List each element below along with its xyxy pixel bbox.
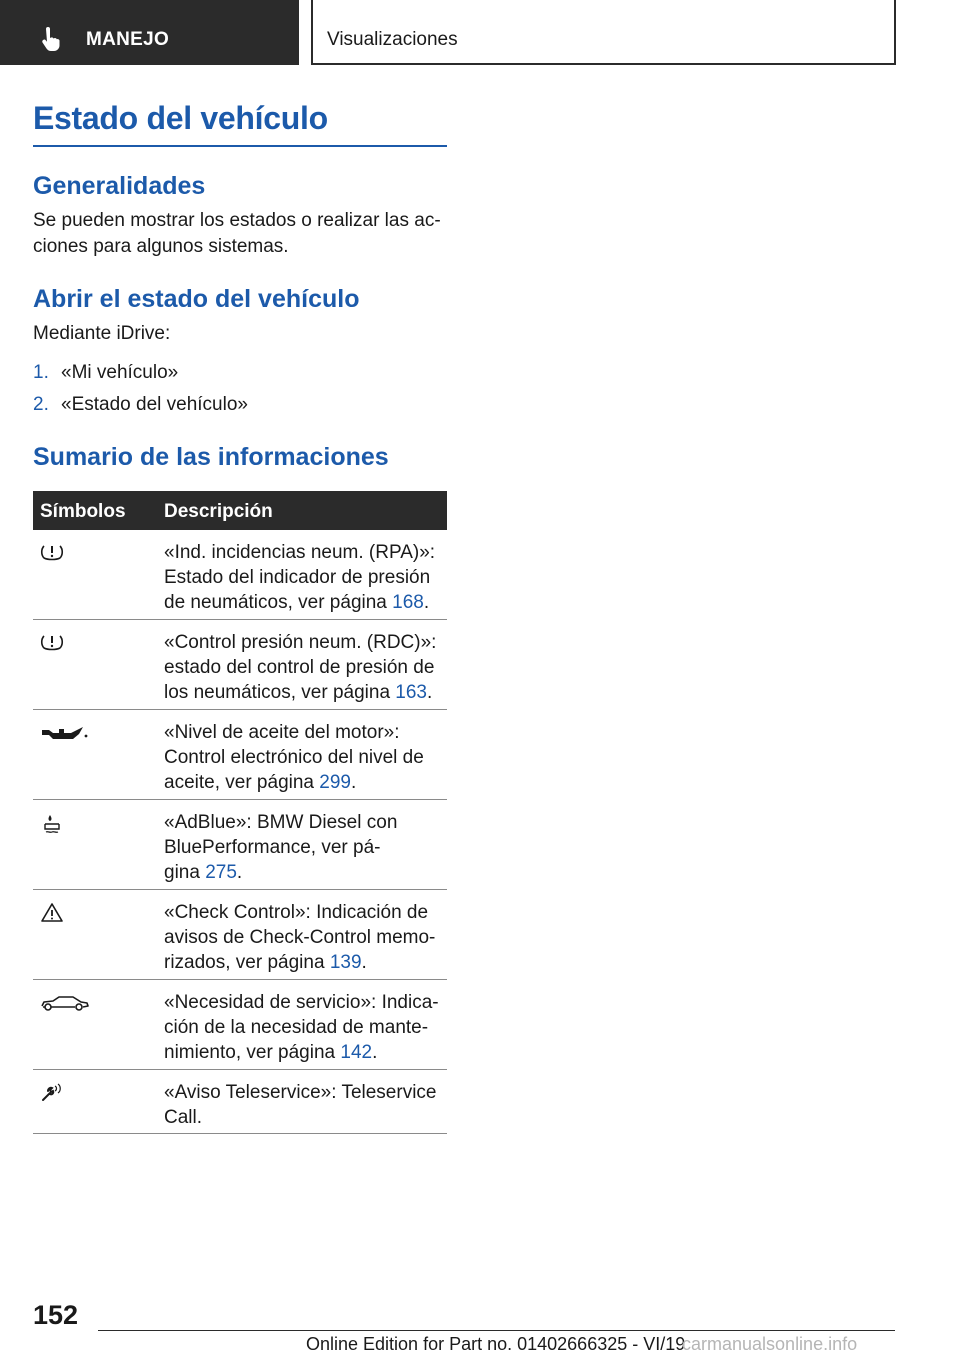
page-link[interactable]: 139 [329, 952, 362, 973]
description-text: rizados, ver página [164, 952, 330, 973]
description-line: Estado del indicador de presión [164, 567, 431, 588]
header-chapter-box [311, 0, 896, 65]
row-description [164, 720, 444, 795]
description-text: aceite, ver página [164, 772, 320, 793]
description-line: «Control presión neum. (RDC)»: [164, 632, 437, 653]
description-line: «Ind. incidencias neum. (RPA)»: [164, 542, 436, 563]
description-text: de neumáticos, ver página [164, 592, 393, 613]
description-end: . [423, 592, 430, 613]
table-row [33, 530, 447, 620]
table-row [33, 710, 447, 800]
description-line: avisos de Check-Control memo- [164, 927, 436, 948]
header-chapter-label: Visualizaciones [327, 29, 458, 50]
general-text-line-1: Se pueden mostrar los estados o realizar las ac- [33, 210, 441, 231]
step-text-1: «Mi vehículo» [61, 362, 179, 383]
step-number-1: 1. [33, 362, 49, 383]
adblue-icon [39, 812, 65, 834]
table-row [33, 980, 447, 1070]
description-line [164, 590, 444, 615]
table-row [33, 1070, 447, 1134]
description-end: . [427, 682, 433, 703]
column-symbols: Símbolos [40, 501, 126, 522]
description-line [164, 1040, 444, 1065]
description-end: . [350, 772, 357, 793]
heading-sumario: Sumario de las informaciones [33, 443, 389, 471]
page-title: Estado del vehículo [33, 100, 328, 136]
page-number: 152 [33, 1300, 79, 1330]
warning-triangle-icon [39, 902, 65, 924]
row-description [164, 1080, 444, 1130]
wrench-teleservice-icon [39, 1082, 65, 1104]
column-description: Descripción [164, 501, 273, 522]
step-number-2: 2. [33, 394, 49, 415]
row-description [164, 810, 444, 885]
watermark: carmanualsonline.info [682, 1334, 858, 1354]
description-end: . [361, 952, 367, 973]
description-text: los neumáticos, ver página [164, 682, 396, 703]
tire-pressure-icon [39, 632, 65, 654]
description-text: gina [164, 862, 206, 883]
table-row [33, 890, 447, 980]
description-line [164, 680, 444, 705]
description-line [164, 950, 444, 975]
description-line: ción de la necesidad de mante- [164, 1017, 429, 1038]
title-divider [33, 145, 447, 147]
description-end: . [372, 1042, 378, 1063]
general-text-line-2: ciones para algunos sistemas. [33, 236, 289, 257]
description-line: «AdBlue»: BMW Diesel con [164, 812, 398, 833]
description-line: «Nivel de aceite del motor»: [164, 722, 400, 743]
description-line [164, 860, 444, 885]
car-service-icon [39, 992, 91, 1014]
description-line: «Necesidad de servicio»: Indica- [164, 992, 439, 1013]
heading-generalidades: Generalidades [33, 172, 206, 200]
table-row [33, 620, 447, 710]
footer-edition: Online Edition for Part no. 01402666325 - VI/19 [306, 1334, 686, 1354]
page-link[interactable]: 163 [395, 682, 427, 703]
description-line: Control electrónico del nivel de [164, 747, 424, 768]
row-description [164, 990, 444, 1065]
header-section-tab [0, 0, 299, 65]
row-description [164, 900, 444, 975]
open-intro: Mediante iDrive: [33, 323, 171, 344]
description-end: . [236, 862, 243, 883]
description-line [164, 1105, 444, 1130]
description-text: nimiento, ver página [164, 1042, 341, 1063]
step-text-2: «Estado del vehículo» [61, 394, 248, 415]
page-link[interactable]: 275 [205, 862, 237, 883]
table-header [33, 491, 447, 530]
tire-pressure-icon [39, 542, 65, 564]
row-description [164, 540, 444, 615]
oil-can-icon [39, 722, 89, 744]
description-line: «Aviso Teleservice»: Teleservice [164, 1082, 437, 1103]
description-line: «Check Control»: Indicación de [164, 902, 429, 923]
table-row [33, 800, 447, 890]
page-link[interactable]: 168 [392, 592, 424, 613]
description-line [164, 770, 444, 795]
description-text: Call. [164, 1107, 203, 1128]
heading-abrir-estado: Abrir el estado del vehículo [33, 285, 360, 313]
description-line: BluePerformance, ver pá- [164, 837, 381, 858]
page-link[interactable]: 299 [319, 772, 351, 793]
description-line: estado del control de presión de [164, 657, 435, 678]
page-link[interactable]: 142 [340, 1042, 373, 1063]
header-section-label: MANEJO [86, 29, 170, 50]
footer-divider [98, 1330, 895, 1331]
row-description [164, 630, 444, 705]
hand-pointer-icon [38, 27, 64, 53]
